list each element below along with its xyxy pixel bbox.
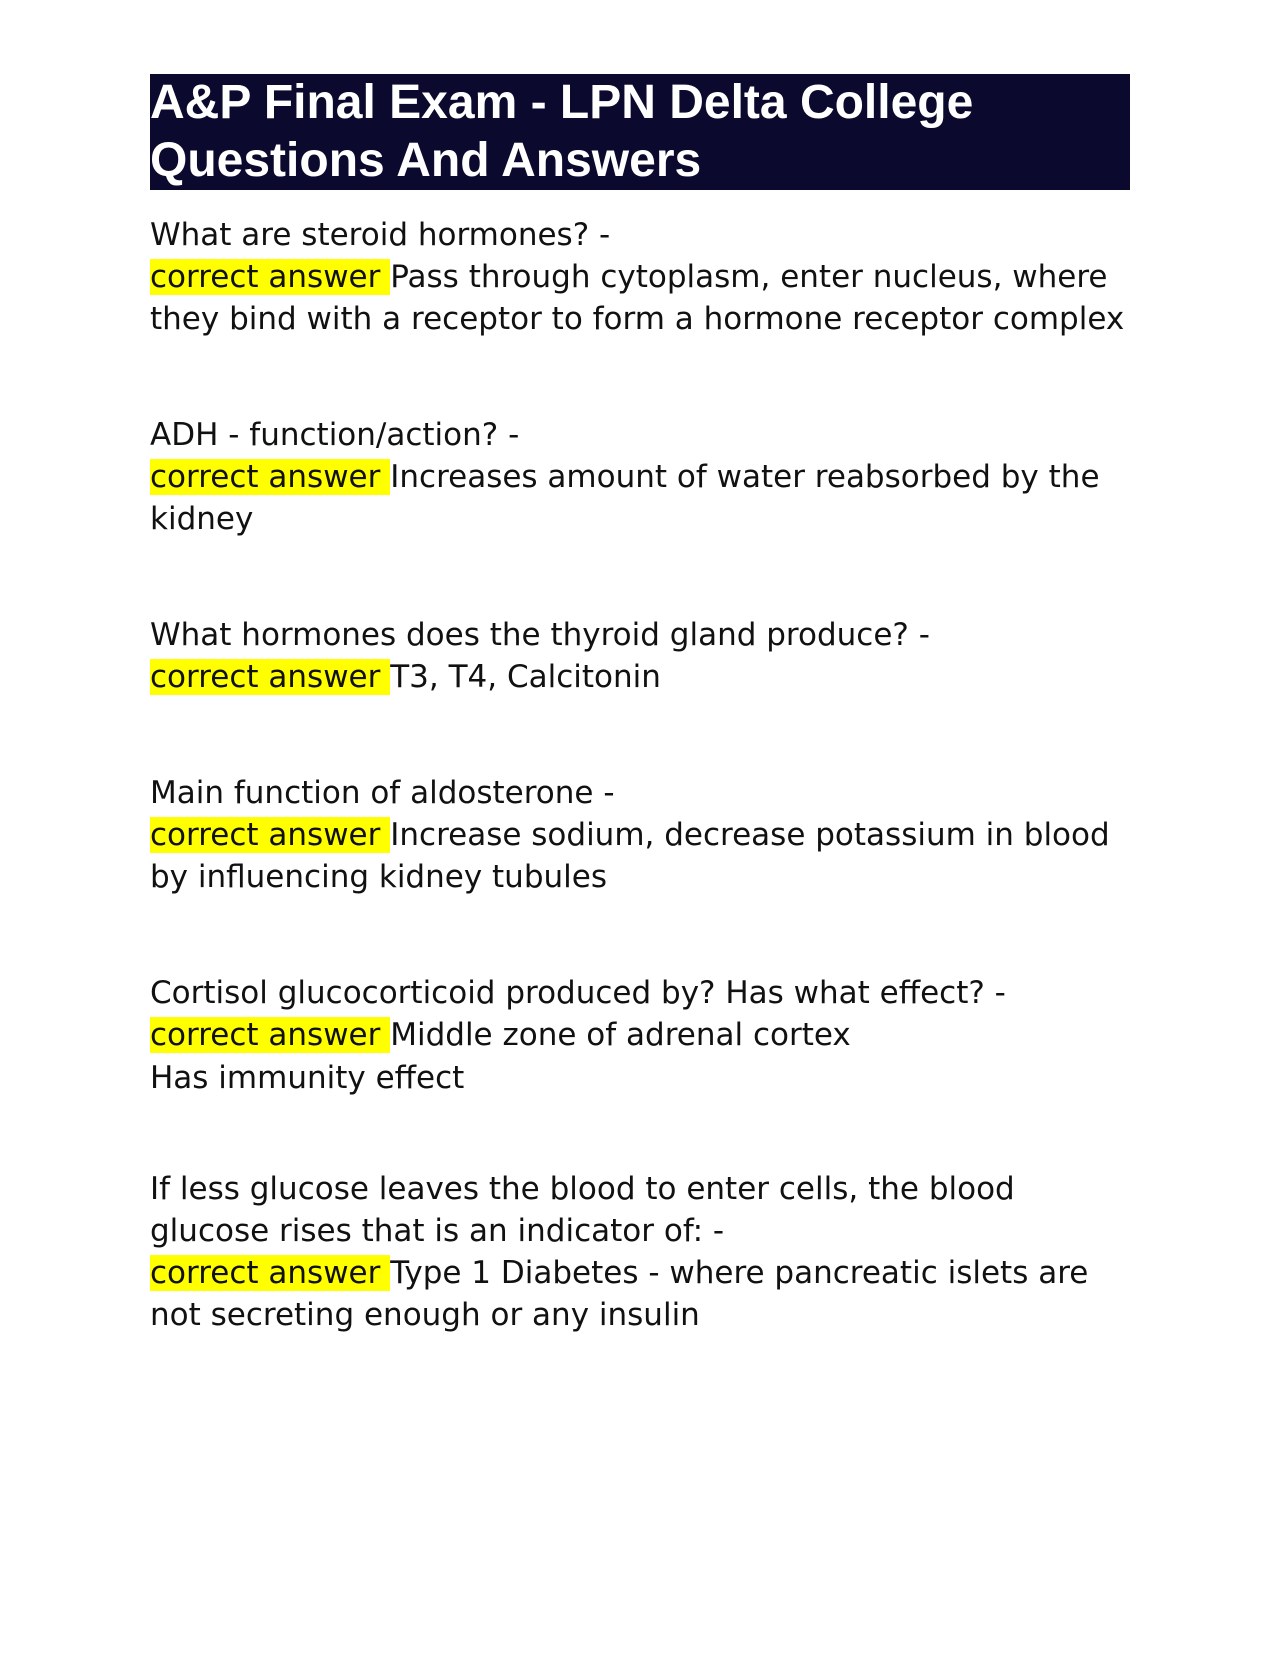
- qa-item: [150, 772, 1130, 898]
- question-text: ADH - function/action? -: [150, 417, 520, 453]
- correct-answer-marker: correct answer: [150, 817, 391, 853]
- qa-item: [150, 414, 1130, 540]
- answer-block: [150, 656, 1130, 698]
- question-text: Main function of aldosterone -: [150, 775, 615, 811]
- correct-answer-marker: correct answer: [150, 659, 391, 695]
- answer-extra-text: Has immunity effect: [150, 1060, 465, 1096]
- answer-text: Pass through cytoplasm, enter nucleus, where they bind with a receptor to form a hormone receptor complex: [150, 259, 1125, 337]
- question-text: If less glucose leaves the blood to enter cells, the blood glucose rises that is an indicator of: -: [150, 1171, 1015, 1249]
- answer-text: Middle zone of adrenal cortex: [390, 1017, 851, 1053]
- question-text: What hormones does the thyroid gland produce? -: [150, 617, 930, 653]
- qa-item: [150, 1168, 1130, 1336]
- answer-text: T3, T4, Calcitonin: [390, 659, 661, 695]
- correct-answer-marker: correct answer: [150, 1255, 391, 1291]
- answer-block: [150, 256, 1130, 340]
- question-text: Cortisol glucocorticoid produced by? Has what effect? -: [150, 975, 1006, 1011]
- answer-block: [150, 1014, 1130, 1056]
- qa-item: [150, 214, 1130, 340]
- answer-block: [150, 814, 1130, 898]
- answer-text: Type 1 Diabetes - where pancreatic islets are not secreting enough or any insulin: [150, 1255, 1089, 1333]
- correct-answer-marker: correct answer: [150, 459, 391, 495]
- question-text: What are steroid hormones? -: [150, 217, 611, 253]
- answer-block: [150, 456, 1130, 540]
- title-line-1: A&P Final Exam - LPN Delta College: [150, 76, 974, 129]
- answer-text: Increases amount of water reabsorbed by the kidney: [150, 459, 1100, 537]
- document-page: [150, 74, 1130, 1336]
- correct-answer-marker: correct answer: [150, 1017, 391, 1053]
- answer-block: [150, 1252, 1130, 1336]
- document-title: [150, 74, 1130, 190]
- qa-item: [150, 614, 1130, 698]
- qa-item: [150, 972, 1130, 1099]
- title-line-2: Questions And Answers: [150, 134, 702, 187]
- correct-answer-marker: correct answer: [150, 259, 391, 295]
- answer-text: Increase sodium, decrease potassium in blood by influencing kidney tubules: [150, 817, 1110, 895]
